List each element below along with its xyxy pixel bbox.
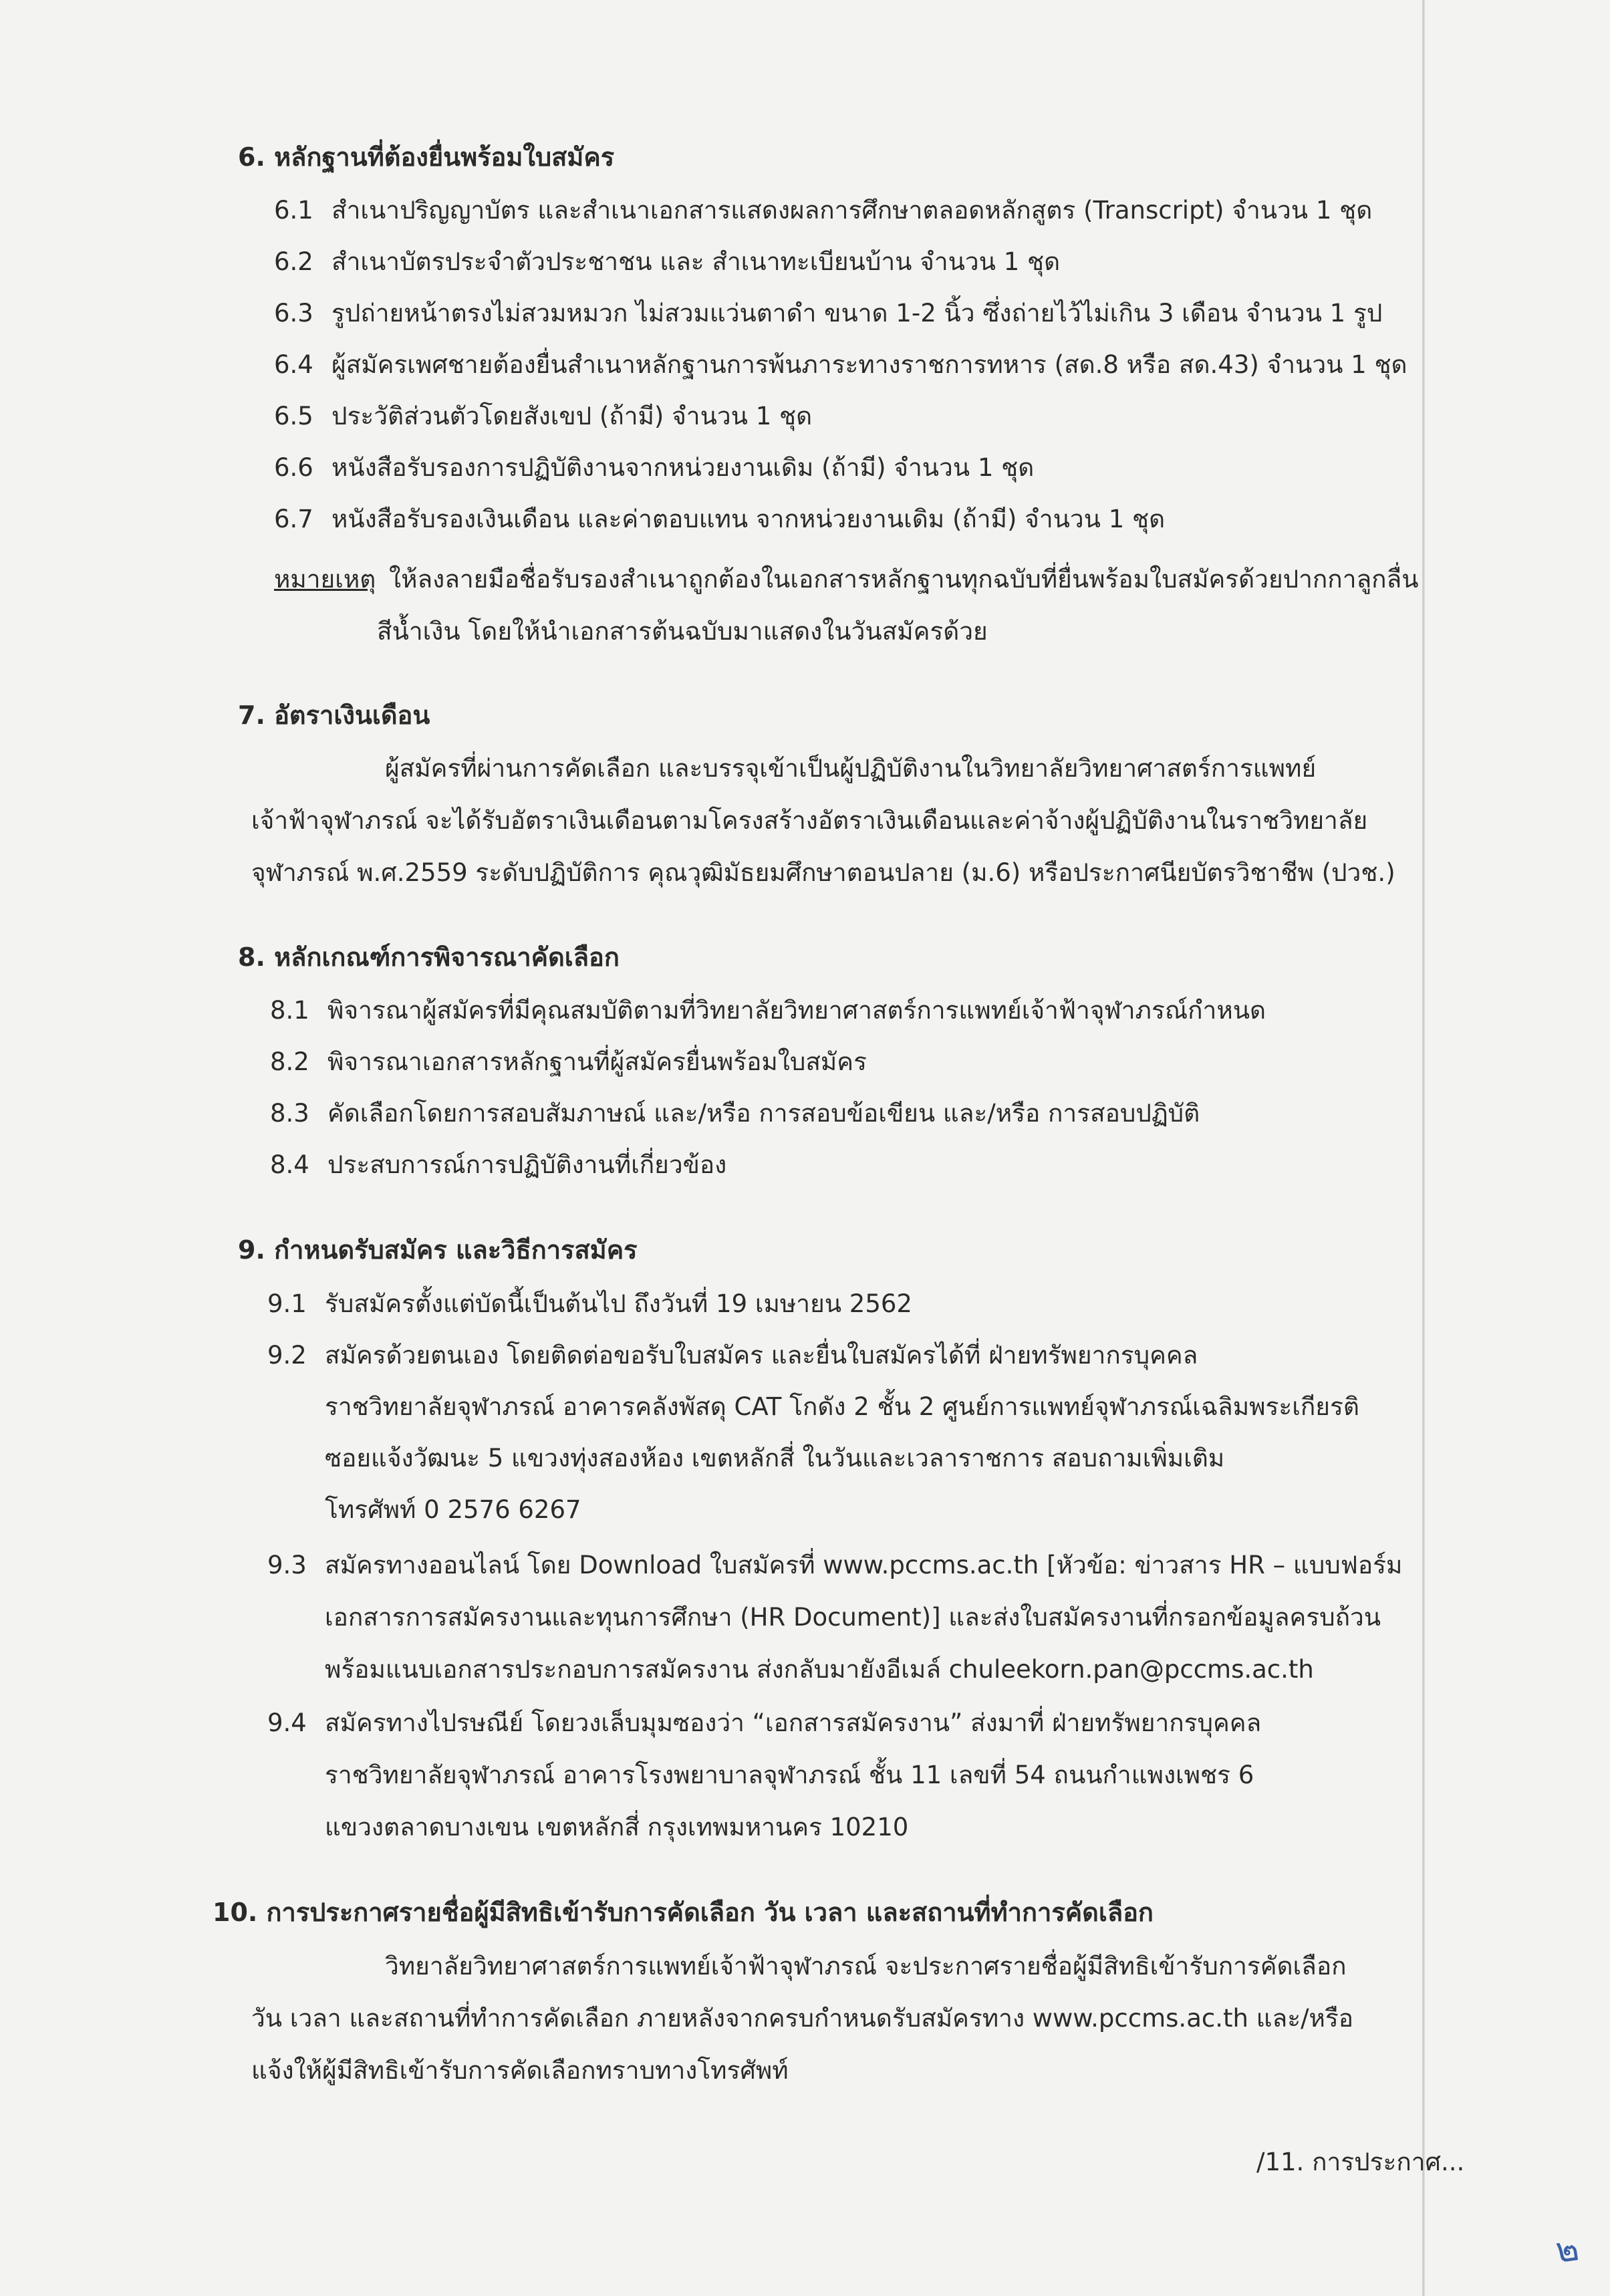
item-9-4-line-1: สมัครทางไปรษณีย์ โดยวงเล็บมุมซองว่า “เอกสารสมัครงาน” ส่งมาที่ ฝ่ายทรัพยากรบุคคล xyxy=(325,1708,1262,1737)
item-9-2-number: 9.2 xyxy=(267,1341,307,1370)
item-8-2 xyxy=(270,1047,867,1077)
section-10-line-3: แจ้งให้ผู้มีสิทธิเข้ารับการคัดเลือกทราบทางโทรศัพท์ xyxy=(251,2056,789,2085)
item-6-3 xyxy=(274,299,1382,328)
item-number: 6.7 xyxy=(274,505,313,533)
item-number: 6.4 xyxy=(274,350,313,379)
item-9-2-line-3: ซอยแจ้งวัฒนะ 5 แขวงทุ่งสองห้อง เขตหลักสี่ ในวันและเวลาราชการ สอบถามเพิ่มเติม xyxy=(325,1444,1225,1473)
item-9-1-line-1: รับสมัครตั้งแต่บัดนี้เป็นต้นไป ถึงวันที่ 19 เมษายน 2562 xyxy=(325,1289,912,1318)
item-9-2-line-2: ราชวิทยาลัยจุฬาภรณ์ อาคารคลังพัสดุ CAT โกดัง 2 ชั้น 2 ศูนย์การแพทย์จุฬาภรณ์เฉลิมพระเกียรติ xyxy=(325,1392,1359,1421)
item-text: สำเนาปริญญาบัตร และสำเนาเอกสารแสดงผลการศึกษาตลอดหลักสูตร (Transcript) จำนวน 1 ชุด xyxy=(331,196,1373,225)
item-number: 6.2 xyxy=(274,247,313,276)
item-8-3 xyxy=(270,1099,1200,1128)
note-line-2: สีน้ำเงิน โดยให้นำเอกสารต้นฉบับมาแสดงในวันสมัครด้วย xyxy=(377,617,988,646)
item-text: ประสบการณ์การปฏิบัติงานที่เกี่ยวข้อง xyxy=(327,1150,727,1179)
item-number: 6.3 xyxy=(274,299,313,328)
section-6-heading: 6. หลักฐานที่ต้องยื่นพร้อมใบสมัคร xyxy=(238,142,615,172)
item-9-3-line-2: เอกสารการสมัครงานและทุนการศึกษา (HR Document)] และส่งใบสมัครงานที่กรอกข้อมูลครบถ้วน xyxy=(325,1603,1381,1632)
note-text: ให้ลงลายมือชื่อรับรองสำเนาถูกต้องในเอกสารหลักฐานทุกฉบับที่ยื่นพร้อมใบสมัครด้วยปากกาลูกลื่น xyxy=(389,565,1419,594)
item-8-1 xyxy=(270,996,1266,1025)
paper-fold-line xyxy=(1422,0,1425,2296)
section-10-line-2: วัน เวลา และสถานที่ทำการคัดเลือก ภายหลังจากครบกำหนดรับสมัครทาง www.pccms.ac.th และ/หรือ xyxy=(251,2004,1354,2033)
item-9-3-line-3: พร้อมแนบเอกสารประกอบการสมัครงาน ส่งกลับมายังอีเมล์ chuleekorn.pan@pccms.ac.th xyxy=(325,1655,1314,1684)
item-6-7 xyxy=(274,505,1165,534)
item-9-4-line-3: แขวงตลาดบางเขน เขตหลักสี่ กรุงเทพมหานคร 10210 xyxy=(325,1813,909,1841)
item-9-2-line-4: โทรศัพท์ 0 2576 6267 xyxy=(325,1495,581,1524)
item-number: 8.3 xyxy=(270,1099,309,1128)
item-9-4-line-2: ราชวิทยาลัยจุฬาภรณ์ อาคารโรงพยาบาลจุฬาภรณ์ ชั้น 11 เลขที่ 54 ถนนกำแพงเพชร 6 xyxy=(325,1761,1254,1789)
item-text: ผู้สมัครเพศชายต้องยื่นสำเนาหลักฐานการพ้นภาระทางราชการทหาร (สด.8 หรือ สด.43) จำนวน 1 ชุด xyxy=(331,350,1407,379)
page-number-mark: ๒ xyxy=(1553,2228,1582,2272)
item-number: 8.1 xyxy=(270,996,309,1025)
item-text: หนังสือรับรองการปฏิบัติงานจากหน่วยงานเดิม (ถ้ามี) จำนวน 1 ชุด xyxy=(331,453,1035,482)
item-8-4 xyxy=(270,1150,726,1180)
section-9-heading: 9. กำหนดรับสมัคร และวิธีการสมัคร xyxy=(238,1235,638,1265)
item-number: 6.5 xyxy=(274,402,313,430)
continuation-text: /11. การประกาศ... xyxy=(1256,2148,1465,2176)
item-text: พิจารณาผู้สมัครที่มีคุณสมบัติตามที่วิทยาลัยวิทยาศาสตร์การแพทย์เจ้าฟ้าจุฬาภรณ์กำหนด xyxy=(327,996,1266,1025)
section-10-heading: 10. การประกาศรายชื่อผู้มีสิทธิเข้ารับการคัดเลือก วัน เวลา และสถานที่ทำการคัดเลือก xyxy=(213,1898,1154,1927)
item-text: หนังสือรับรองเงินเดือน และค่าตอบแทน จากหน่วยงานเดิม (ถ้ามี) จำนวน 1 ชุด xyxy=(331,505,1166,533)
item-text: ประวัติส่วนตัวโดยสังเขป (ถ้ามี) จำนวน 1 ชุด xyxy=(331,402,813,430)
item-6-6 xyxy=(274,453,1034,483)
item-9-1-number: 9.1 xyxy=(267,1289,307,1318)
item-text: คัดเลือกโดยการสอบสัมภาษณ์ และ/หรือ การสอบข้อเขียน และ/หรือ การสอบปฏิบัติ xyxy=(327,1099,1200,1128)
item-9-2-line-1: สมัครด้วยตนเอง โดยติดต่อขอรับใบสมัคร และยื่นใบสมัครได้ที่ ฝ่ายทรัพยากรบุคคล xyxy=(325,1341,1198,1370)
section-8-heading: 8. หลักเกณฑ์การพิจารณาคัดเลือก xyxy=(238,942,620,972)
item-number: 8.2 xyxy=(270,1047,309,1076)
item-9-3-number: 9.3 xyxy=(267,1551,307,1579)
item-6-5 xyxy=(274,402,812,431)
item-text: สำเนาบัตรประจำตัวประชาชน และ สำเนาทะเบียนบ้าน จำนวน 1 ชุด xyxy=(331,247,1061,276)
item-6-1 xyxy=(274,196,1372,225)
item-number: 6.6 xyxy=(274,453,313,482)
section-7-line-2: เจ้าฟ้าจุฬาภรณ์ จะได้รับอัตราเงินเดือนตามโครงสร้างอัตราเงินเดือนและค่าจ้างผู้ปฏิบัติงานในราชวิทยาลัย xyxy=(251,806,1368,835)
section-7-line-1: ผู้สมัครที่ผ่านการคัดเลือก และบรรจุเข้าเป็นผู้ปฏิบัติงานในวิทยาลัยวิทยาศาสตร์การแพทย์ xyxy=(385,754,1317,783)
note-line-1 xyxy=(274,565,1419,594)
section-7-heading: 7. อัตราเงินเดือน xyxy=(238,700,430,730)
item-text: พิจารณาเอกสารหลักฐานที่ผู้สมัครยื่นพร้อมใบสมัคร xyxy=(327,1047,867,1076)
item-9-3-line-1: สมัครทางออนไลน์ โดย Download ใบสมัครที่ www.pccms.ac.th [หัวข้อ: ข่าวสาร HR – แบบฟอร์ม xyxy=(325,1551,1403,1579)
item-9-4-number: 9.4 xyxy=(267,1708,307,1737)
section-10-line-1: วิทยาลัยวิทยาศาสตร์การแพทย์เจ้าฟ้าจุฬาภรณ์ จะประกาศรายชื่อผู้มีสิทธิเข้ารับการคัดเลือก xyxy=(385,1952,1347,1981)
item-text: รูปถ่ายหน้าตรงไม่สวมหมวก ไม่สวมแว่นตาดำ ขนาด 1-2 นิ้ว ซึ่งถ่ายไว้ไม่เกิน 3 เดือน จำนวน 1 รูป xyxy=(331,299,1383,328)
note-label: หมายเหตุ xyxy=(274,565,376,594)
item-number: 8.4 xyxy=(270,1150,309,1179)
item-6-4 xyxy=(274,350,1407,380)
item-number: 6.1 xyxy=(274,196,313,225)
item-6-2 xyxy=(274,247,1060,277)
section-7-line-3: จุฬาภรณ์ พ.ศ.2559 ระดับปฏิบัติการ คุณวุฒิมัธยมศึกษาตอนปลาย (ม.6) หรือประกาศนียบัตรวิชาชีพ (ปวช.) xyxy=(251,858,1395,887)
